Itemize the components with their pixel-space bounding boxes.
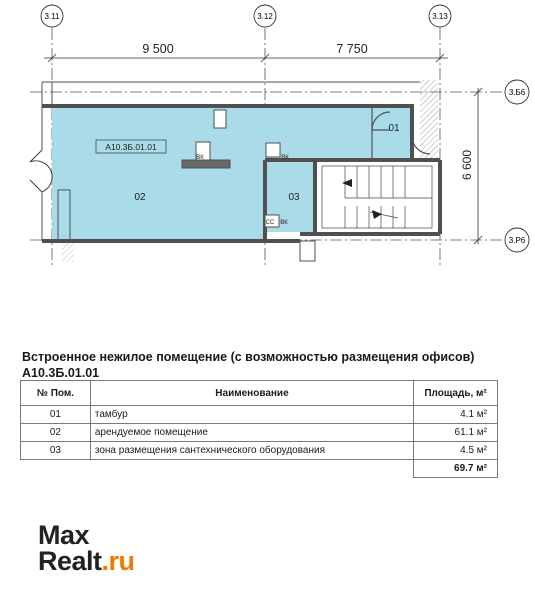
- header-name: Наименование: [90, 381, 413, 406]
- fixture-label: ВК: [281, 155, 289, 161]
- table-row: [21, 406, 498, 424]
- watermark-line-1: Max: [38, 520, 90, 550]
- stairs: [322, 166, 432, 228]
- total-area: 69.7 м²: [414, 460, 498, 478]
- watermark-logo: [38, 522, 135, 574]
- dim-right: 6 600: [460, 149, 474, 181]
- stair-arrow-icon: [372, 210, 382, 219]
- room-label-02: 02: [134, 192, 146, 203]
- row-name: зона размещения сантехнического оборудования: [90, 442, 413, 460]
- row-num: 02: [21, 424, 91, 442]
- row-area: 4.1 м²: [414, 406, 498, 424]
- header-area: Площадь, м²: [414, 381, 498, 406]
- watermark-dot: .: [101, 546, 109, 576]
- fixture-label: ВК: [280, 220, 288, 226]
- row-area: 61.1 м²: [414, 424, 498, 442]
- dim-top-right: 7 750: [336, 42, 368, 56]
- dim-top-left: 9 500: [142, 42, 174, 56]
- hatch-outer-right: [420, 80, 438, 160]
- row-num: 03: [21, 442, 91, 460]
- axis-label-311: 3.11: [44, 12, 60, 21]
- watermark-line-2: Realt: [38, 546, 102, 576]
- fixture-label: ВК: [196, 155, 204, 161]
- table-row: [21, 442, 498, 460]
- stair-arrow-icon: [342, 179, 352, 187]
- axis-label-312: 3.12: [257, 12, 273, 21]
- room-label-03: 03: [288, 192, 300, 203]
- watermark-suffix: ru: [108, 546, 135, 576]
- unit-label: А10.3Б.01.01: [105, 142, 157, 152]
- plan-caption: [22, 349, 474, 381]
- axis-label-313: 3.13: [432, 12, 448, 21]
- axis-label-3b6: 3.Б6: [508, 88, 526, 97]
- row-name: тамбур: [90, 406, 413, 424]
- table-row: [21, 424, 498, 442]
- room-schedule-table: [20, 380, 498, 478]
- header-num: № Пом.: [21, 381, 91, 406]
- axis-label-3r6: 3.Р6: [508, 236, 526, 245]
- room-fill: [52, 107, 412, 240]
- row-num: 01: [21, 406, 91, 424]
- table-total-row: [21, 460, 498, 478]
- caption-line-2: А10.3Б.01.01: [22, 366, 100, 380]
- row-area: 4.5 м²: [414, 442, 498, 460]
- row-name: арендуемое помещение: [90, 424, 413, 442]
- fixture-label: СС: [265, 220, 275, 226]
- room-label-01: 01: [388, 123, 400, 134]
- table-header-row: [21, 381, 498, 406]
- caption-line-1: Встроенное нежилое помещение (с возможностью размещения офисов): [22, 350, 475, 364]
- entrance-door: [30, 150, 52, 192]
